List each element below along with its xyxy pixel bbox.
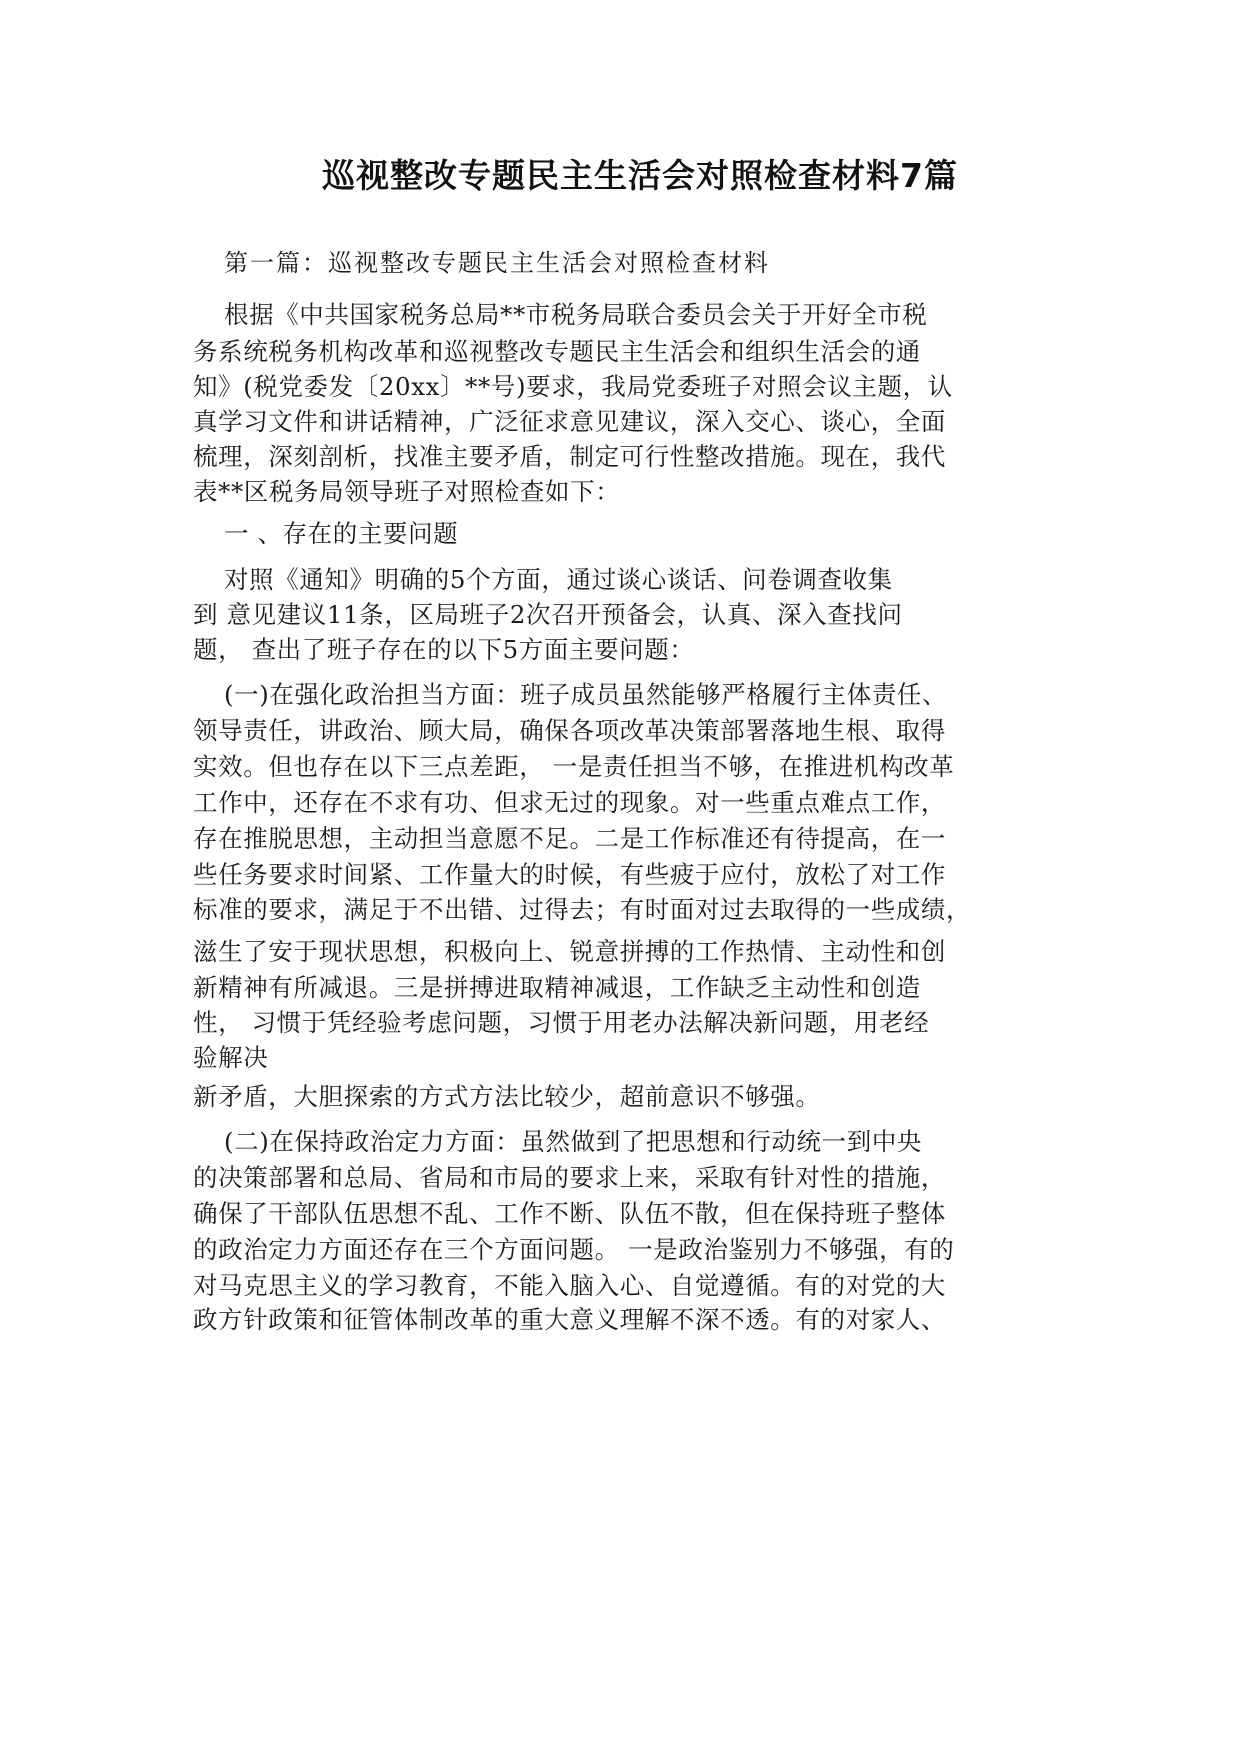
paragraph-line: 梳理，深刻剖析，找准主要矛盾，制定可行性整改措施。现在，我代: [193, 442, 946, 471]
section-heading: 一 、存在的主要问题: [224, 519, 459, 548]
paragraph-line: 实效。但也存在以下三点差距， 一是责任担当不够，在推进机构改革: [193, 752, 955, 781]
paragraph-line: (一)在强化政治担当方面：班子成员虽然能够严格履行主体责任、: [224, 680, 948, 709]
paragraph-line: 滋生了安于现状思想，积极向上、锐意拼搏的工作热情、主动性和创: [193, 937, 946, 966]
paragraph-line: 务系统税务机构改革和巡视整改专题民主生活会和组织生活会的通: [193, 337, 921, 366]
paragraph-line: 根据《中共国家税务总局**市税务局联合委员会关于开好全市税: [224, 300, 928, 329]
paragraph-line: 标准的要求，满足于不出错、过得去；有时面对过去取得的一些成绩，: [193, 895, 972, 924]
paragraph-line: 的决策部署和总局、省局和市局的要求上来，采取有针对性的措施，: [193, 1163, 946, 1192]
paragraph-line: 性， 习惯于凭经验考虑问题，习惯于用老办法解决新问题，用老经: [193, 1008, 930, 1037]
document-title: 巡视整改专题民主生活会对照检查材料7篇: [322, 156, 958, 195]
paragraph-line: 的政治定力方面还存在三个方面问题。 一是政治鉴别力不够强，有的: [193, 1235, 955, 1264]
paragraph-line: 领导责任，讲政治、顾大局，确保各项改革决策部署落地生根、取得: [193, 716, 946, 745]
paragraph-line: 新矛盾，大胆探索的方式方法比较少，超前意识不够强。: [193, 1082, 821, 1111]
paragraph-line: 对照《通知》明确的5个方面，通过谈心谈话、问卷调查收集: [224, 565, 893, 594]
paragraph-line: 确保了干部队伍思想不乱、工作不断、队伍不散，但在保持班子整体: [193, 1199, 946, 1228]
paragraph-line: 验解决: [193, 1043, 269, 1072]
paragraph-line: (二)在保持政治定力方面：虽然做到了把思想和行动统一到中央: [224, 1127, 923, 1156]
paragraph-line: 题， 查出了班子存在的以下5方面主要问题：: [193, 635, 695, 664]
paragraph-line: 表**区税务局领导班子对照检查如下：: [193, 477, 621, 506]
paragraph-line: 政方针政策和征管体制改革的重大意义理解不深不透。有的对家人、: [193, 1305, 946, 1334]
paragraph-line: 到 意见建议11条，区局班子2次召开预备会，认真、深入查找问: [193, 600, 903, 629]
paragraph-line: 工作中，还存在不求有功、但求无过的现象。对一些重点难点工作，: [193, 788, 946, 817]
paragraph-line: 些任务要求时间紧、工作量大的时候，有些疲于应付，放松了对工作: [193, 860, 946, 889]
paragraph-line: 真学习文件和讲话精神，广泛征求意见建议，深入交心、谈心，全面: [193, 407, 946, 436]
document-subtitle: 第一篇：巡视整改专题民主生活会对照检查材料: [224, 249, 770, 277]
paragraph-line: 存在推脱思想，主动担当意愿不足。二是工作标准还有待提高，在一: [193, 824, 946, 853]
paragraph-line: 对马克思主义的学习教育，不能入脑入心、自觉遵循。有的对党的大: [193, 1271, 946, 1300]
paragraph-line: 知》(税党委发〔20xx〕**号)要求，我局党委班子对照会议主题，认: [193, 372, 953, 401]
paragraph-line: 新精神有所减退。三是拼搏进取精神减退，工作缺乏主动性和创造: [193, 973, 921, 1002]
